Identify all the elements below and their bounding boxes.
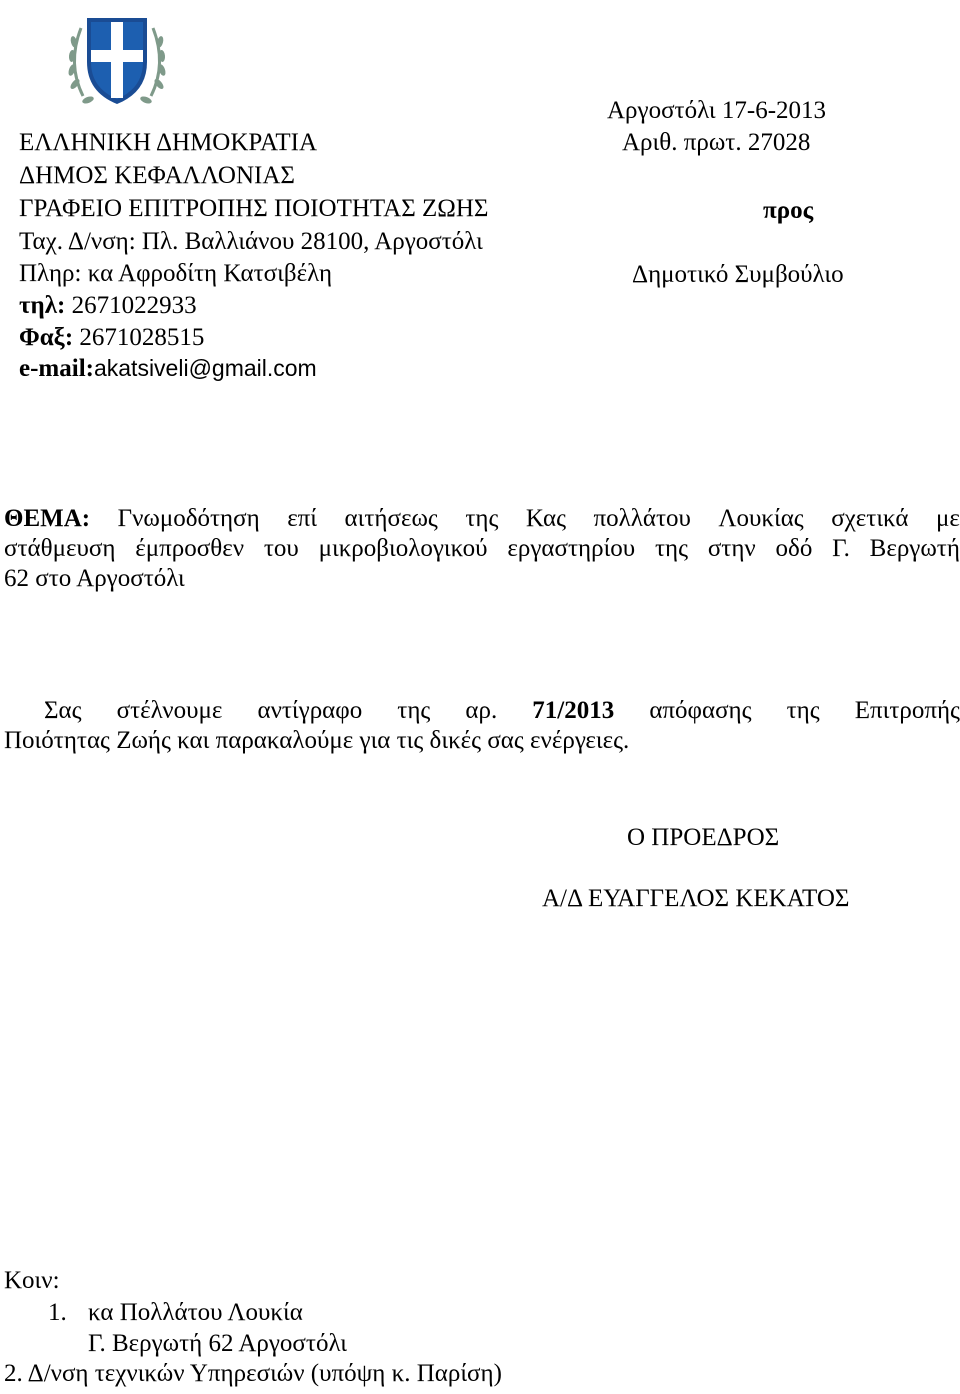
email-line xyxy=(19,356,317,381)
subject-word: οδό xyxy=(775,535,813,562)
body-word: Επιτροπής xyxy=(854,697,960,724)
cc-item-1-number: 1. xyxy=(48,1299,67,1326)
body-word: της xyxy=(786,697,820,724)
body-word: της xyxy=(397,697,431,724)
subject-line-3: 62 στο Αργοστόλι xyxy=(4,565,185,592)
body-word: αρ. xyxy=(465,697,498,724)
to-label: προς xyxy=(763,197,814,224)
place-date: Αργοστόλι 17-6-2013 xyxy=(607,97,827,124)
subject-word: με xyxy=(936,505,960,532)
subject-word: έμπροσθεν xyxy=(135,535,245,562)
signature-title: Ο ΠΡΟΕΔΡΟΣ xyxy=(627,824,780,851)
phone-number: 2671022933 xyxy=(65,292,197,319)
fax-label: Φαξ: xyxy=(19,324,74,351)
phone-label: τηλ: xyxy=(19,292,66,319)
cc-item-1-name: κα Πολλάτου Λουκία xyxy=(88,1299,303,1326)
office-name: ΓΡΑΦΕΙΟ ΕΠΙΤΡΟΠΗΣ ΠΟΙΟΤΗΤΑΣ ΖΩΗΣ xyxy=(19,195,489,222)
greek-coat-of-arms-icon xyxy=(63,4,171,112)
country-name: ΕΛΛΗΝΙΚΗ ΔΗΜΟΚΡΑΤΙΑ xyxy=(19,129,317,156)
body-text xyxy=(4,698,960,758)
subject xyxy=(4,506,960,596)
subject-line-2 xyxy=(4,536,960,566)
postal-address: Ταχ. Δ/νση: Πλ. Βαλλιάνου 28100, Αργοστόλι xyxy=(19,228,483,255)
subject-word: Βεργωτή xyxy=(869,535,960,562)
cc-item-1-address: Γ. Βεργωτή 62 Αργοστόλι xyxy=(88,1330,347,1357)
email-address[interactable]: akatsiveli@gmail.com xyxy=(93,355,317,381)
phone-line xyxy=(19,293,197,318)
signatory-name: Α/Δ ΕΥΑΓΓΕΛΟΣ ΚΕΚΑΤΟΣ xyxy=(542,885,850,912)
subject-word: μικροβιολογικού xyxy=(318,535,488,562)
body-line-2: Ποιότητας Ζωής και παρακαλούμε για τις δικές σας ενέργειες. xyxy=(4,727,630,754)
fax-line xyxy=(19,325,204,350)
subject-word: αιτήσεως xyxy=(344,505,438,532)
subject-word: Γ. xyxy=(832,535,850,562)
protocol-number: Αριθ. πρωτ. 27028 xyxy=(622,129,811,156)
decision-number: 71/2013 xyxy=(532,697,615,724)
subject-word: στάθμευση xyxy=(4,535,116,562)
subject-word: του xyxy=(263,535,299,562)
body-word: αντίγραφο xyxy=(257,697,363,724)
recipient: Δημοτικό Συμβούλιο xyxy=(632,261,844,288)
body-word: στέλνουμε xyxy=(116,697,223,724)
contact-person: Πληρ: κα Αφροδίτη Κατσιβέλη xyxy=(19,260,333,287)
municipality-name: ΔΗΜΟΣ ΚΕΦΑΛΛΟΝΙΑΣ xyxy=(19,162,295,189)
subject-word: Λουκίας xyxy=(718,505,804,532)
body-word: Σας xyxy=(44,697,82,724)
subject-word: επί xyxy=(287,505,318,532)
subject-word: πολλάτου xyxy=(593,505,691,532)
subject-label: ΘΕΜΑ: xyxy=(4,505,91,532)
subject-line-1 xyxy=(4,506,960,536)
email-label: e-mail: xyxy=(19,355,94,382)
body-word: απόφασης xyxy=(649,697,752,724)
subject-word: σχετικά xyxy=(831,505,909,532)
subject-word: της xyxy=(465,505,499,532)
subject-word: Κας xyxy=(525,505,566,532)
fax-number: 2671028515 xyxy=(73,324,205,351)
cc-label: Κοιν: xyxy=(4,1267,60,1294)
subject-word: στην xyxy=(707,535,756,562)
body-line-1 xyxy=(4,698,960,728)
subject-word: Γνωμοδότηση xyxy=(117,505,260,532)
subject-word: εργαστηρίου xyxy=(507,535,636,562)
cc-item-2: 2. Δ/νση τεχνικών Υπηρεσιών (υπόψη κ. Παρίση) xyxy=(4,1360,502,1387)
subject-word: της xyxy=(654,535,689,562)
